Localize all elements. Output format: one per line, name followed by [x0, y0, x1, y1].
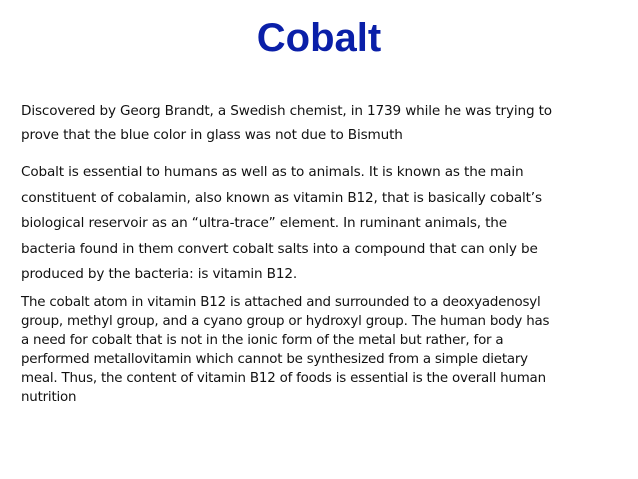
- paragraph-vitamin-b12: [21, 293, 621, 407]
- text-line: Discovered by Georg Brandt, a Swedish chemist, in 1739 while he was trying to: [21, 103, 552, 119]
- paragraph-biological-role: [21, 160, 621, 288]
- text-line: The cobalt atom in vitamin B12 is attached and surrounded to a deoxyadenosyl: [21, 295, 541, 310]
- text-line: produced by the bacteria: is vitamin B12.: [21, 266, 298, 282]
- text-line: meal. Thus, the content of vitamin B12 of foods is essential is the overall human: [21, 371, 546, 386]
- text-line: bacteria found in them convert cobalt salts into a compound that can only be: [21, 240, 538, 257]
- text-line: Cobalt is essential to humans as well as to animals. It is known as the main: [21, 164, 524, 180]
- paragraph-discovery: [21, 99, 621, 147]
- text-line: prove that the blue color in glass was not due to Bismuth: [21, 127, 403, 143]
- slide-title: Cobalt: [256, 16, 382, 60]
- text-line: a need for cobalt that is not in the ionic form of the metal but rather, for a: [21, 333, 504, 348]
- text-line: nutrition: [21, 390, 77, 405]
- text-line: group, methyl group, and a cyano group or hydroxyl group. The human body has: [21, 314, 550, 329]
- text-line: constituent of cobalamin, also known as vitamin B12, that is basically cobalt’s: [21, 189, 542, 206]
- text-line: performed metallovitamin which cannot be synthesized from a simple dietary: [21, 352, 528, 367]
- text-line: biological reservoir as an “ultra-trace” element. In ruminant animals, the: [21, 215, 507, 231]
